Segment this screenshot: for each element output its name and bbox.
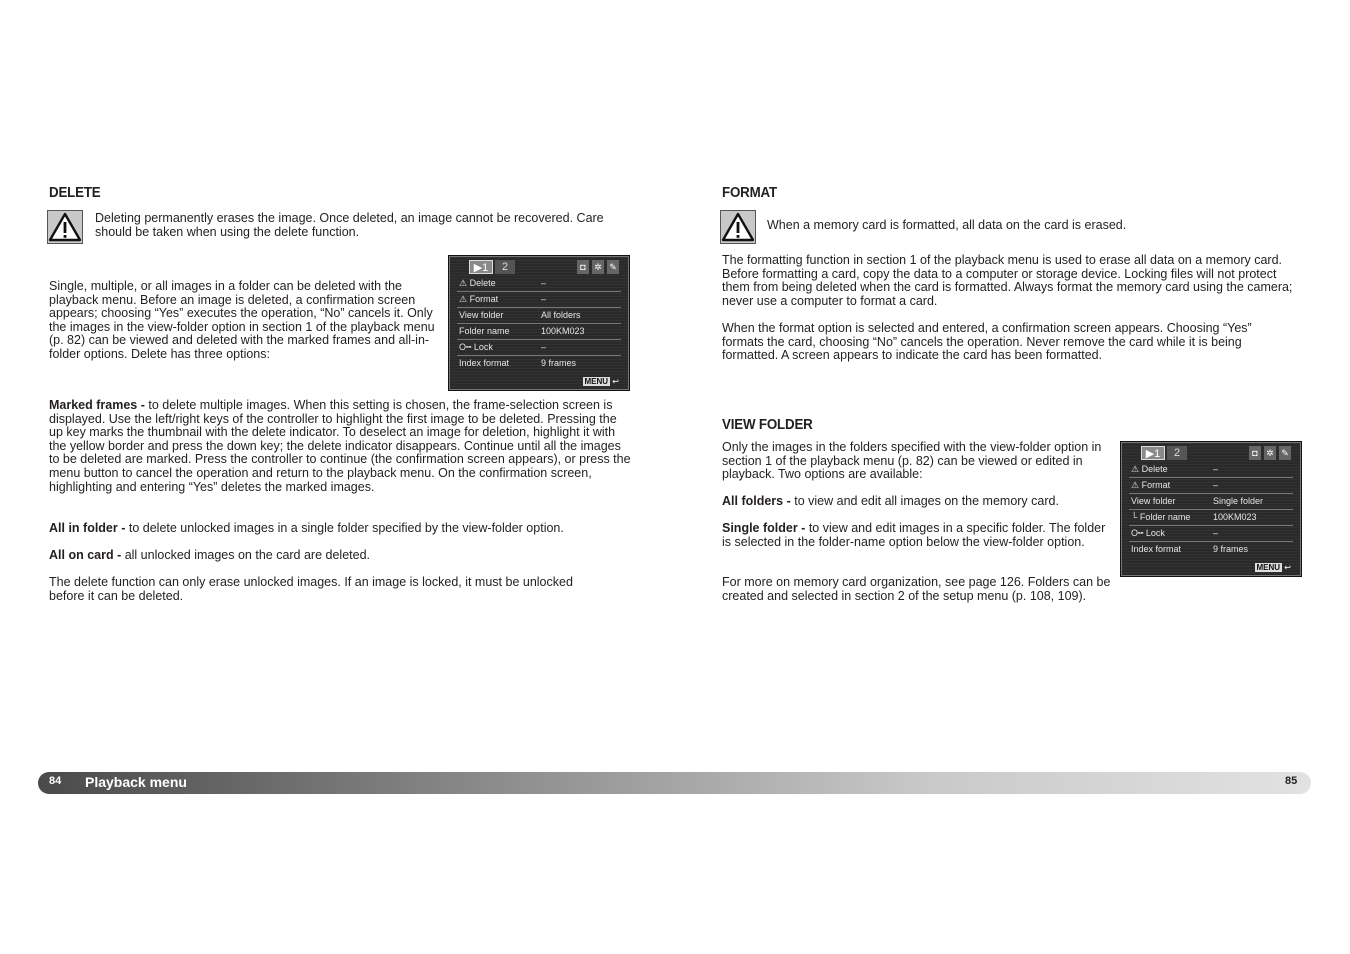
gear-icon: ✲ [1264, 446, 1276, 460]
warning-icon [720, 210, 756, 244]
delete-intro: Single, multiple, or all images in a folder can be deleted with the playback menu. Before an image is deleted, a confirmation screen appears; choosing “Yes” executes the operation, “No” cancels it. Only the images in the view-folder option in section 1 of the playback menu (p. 82) can be viewed and deleted with the marked frames and all-in-folder options. Delete has three options: [49, 279, 435, 361]
delete-warning-text: Deleting permanently erases the image. Once deleted, an image cannot be recovered. Care should be taken when using the delete function. [95, 211, 604, 239]
camera-icon: ◘ [1249, 446, 1261, 460]
playback-menu-screen-delete [448, 255, 630, 391]
menu-tab-1: ▶1 [1141, 446, 1165, 460]
camera-icon: ◘ [577, 260, 589, 274]
menu-row: View folder All folders [457, 308, 621, 324]
page-number-left: 84 [49, 775, 62, 787]
gear-icon: ✲ [592, 260, 604, 274]
menu-row: O╍ Lock – [457, 340, 621, 356]
menu-back-hint: MENU ↩ [1256, 563, 1291, 572]
view-folder-intro: Only the images in the folders specified with the view-folder option in section 1 of the playback menu (p. 82) can be viewed or edited in playback. Two options are available: [722, 440, 1102, 482]
single-folder-paragraph: Single folder - to view and edit images in a specific folder. The folder is selected in the folder-name option below the view-folder option. [722, 521, 1106, 549]
marked-frames-paragraph: Marked frames - to delete multiple images. When this setting is chosen, the frame-selection screen is displayed. Use the left/right keys of the controller to highlight the first image to be deleted. Pressing the up key marks the thumbnail with the delete indicator. To deselect an image for deletion, highlight it with the yellow border and press the down key; the delete indicator disappears. Continue until all the images to be deleted are marked. Press the controller to continue (the confirmation screen appears), or press the menu button to cancel the operation and return to the playback menu. On the confirmation screen, highlighting and entering “Yes” deletes the marked images. [49, 398, 631, 494]
menu-row: ⚠ Format – [457, 292, 621, 308]
menu-row: ⚠ Delete – [1129, 462, 1293, 478]
all-in-folder-paragraph: All in folder - to delete unlocked images in a single folder specified by the view-folder option. [49, 521, 564, 535]
warning-icon [47, 210, 83, 244]
menu-row: └ Folder name 100KM023 [1129, 510, 1293, 526]
wrench-icon: ✎ [607, 260, 619, 274]
menu-tab-2: 2 [1167, 446, 1187, 460]
format-heading: FORMAT [722, 185, 777, 201]
menu-back-hint: MENU ↩ [584, 377, 619, 386]
delete-heading: DELETE [49, 185, 101, 201]
footer-bar [38, 772, 1311, 794]
menu-tab-1: ▶1 [469, 260, 493, 274]
view-folder-closing: For more on memory card organization, see page 126. Folders can be created and selected in section 2 of the setup menu (p. 108, 109). [722, 575, 1111, 603]
menu-row: Index format 9 frames [459, 358, 577, 368]
menu-row: Index format 9 frames [1131, 544, 1249, 554]
menu-row: O╍ Lock – [1129, 526, 1293, 542]
all-on-card-paragraph: All on card - all unlocked images on the card are deleted. [49, 548, 371, 562]
menu-row: ⚠ Delete – [457, 276, 621, 292]
playback-menu-screen-view-folder [1120, 441, 1302, 577]
page-number-right: 85 [1285, 775, 1298, 787]
delete-closing: The delete function can only erase unlocked images. If an image is locked, it must be unlocked before it can be deleted. [49, 575, 573, 603]
format-warning-text: When a memory card is formatted, all data on the card is erased. [767, 218, 1127, 232]
menu-row: View folder Single folder [1129, 494, 1293, 510]
section-title: Playback menu [85, 774, 187, 790]
menu-row: ⚠ Format – [1129, 478, 1293, 494]
all-folders-paragraph: All folders - to view and edit all images on the memory card. [722, 494, 1059, 508]
menu-tab-2: 2 [495, 260, 515, 274]
format-para1: The formatting function in section 1 of the playback menu is used to erase all data on a memory card. Before formatting a card, copy the data to a computer or storage device. Locking files will not protect them from being deleted when the card is formatted. Always format the memory card using the camera; never use a computer to format a card. [722, 253, 1293, 308]
view-folder-heading: VIEW FOLDER [722, 417, 813, 433]
format-para2: When the format option is selected and entered, a confirmation screen appears. Choosing “Yes” formats the card, choosing “No” cancels the operation. Never remove the card while it is being formatted. A screen appears to indicate the card has been formatted. [722, 321, 1252, 363]
wrench-icon: ✎ [1279, 446, 1291, 460]
menu-row: Folder name 100KM023 [457, 324, 621, 340]
